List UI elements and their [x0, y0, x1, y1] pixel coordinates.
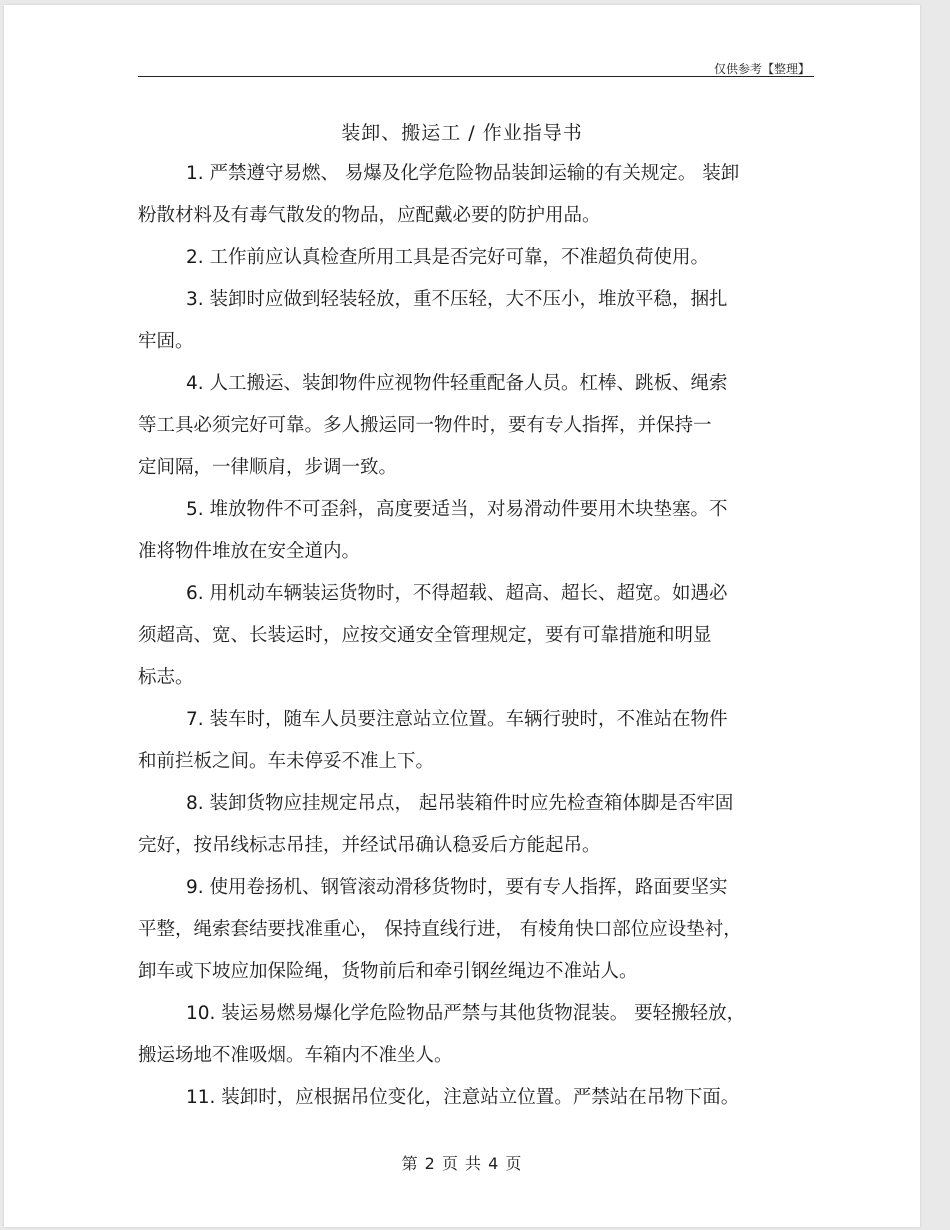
paragraph-line: 1. 严禁遵守易燃、 易爆及化学危险物品装卸运输的有关规定。 装卸	[186, 163, 740, 184]
paragraph-1	[138, 153, 818, 237]
paragraph-6	[138, 573, 818, 699]
paragraph-2	[138, 237, 818, 279]
paragraph-line: 搬运场地不准吸烟。车箱内不准坐人。	[138, 1045, 453, 1066]
paragraph-line: 和前拦板之间。车未停妥不准上下。	[138, 751, 435, 772]
paragraph-line: 8. 装卸货物应挂规定吊点， 起吊装箱件时应先检查箱体脚是否牢固	[186, 793, 734, 814]
paragraph-7	[138, 699, 818, 783]
paragraph-line: 须超高、宽、长装运时，应按交通安全管理规定，要有可靠措施和明显	[138, 625, 712, 646]
paragraph-line: 6. 用机动车辆装运货物时，不得超载、超高、超长、超宽。如遇必	[186, 583, 728, 604]
page-number: 第 2 页 共 4 页	[401, 1154, 523, 1173]
paragraph-line: 完好，按吊线标志吊挂，并经试吊确认稳妥后方能起吊。	[138, 835, 601, 856]
paragraph-line: 3. 装卸时应做到轻装轻放，重不压轻，大不压小，堆放平稳，捆扎	[186, 289, 728, 310]
paragraph-line: 2. 工作前应认真检查所用工具是否完好可靠，不准超负荷使用。	[186, 247, 710, 268]
paragraph-line: 定间隔，一律顺肩，步调一致。	[138, 457, 398, 478]
paragraph-11	[138, 1077, 818, 1119]
paragraph-line: 标志。	[138, 667, 194, 688]
paragraph-9	[138, 867, 818, 993]
paragraph-line: 平整，绳索套结要找准重心， 保持直线行进， 有棱角快口部位应设垫衬，	[138, 919, 742, 940]
header-divider	[138, 76, 814, 77]
paragraph-line: 粉散材料及有毒气散发的物品，应配戴必要的防护用品。	[138, 205, 601, 226]
paragraph-line: 牢固。	[138, 331, 194, 352]
paragraph-line: 7. 装车时，随车人员要注意站立位置。车辆行驶时，不准站在物件	[186, 709, 728, 730]
header-note: 仅供参考【整理】	[713, 62, 810, 76]
paragraph-line: 9. 使用卷扬机、钢管滚动滑移货物时，要有专人指挥，路面要坚实	[186, 877, 728, 898]
paragraph-5	[138, 489, 818, 573]
paragraph-10	[138, 993, 818, 1077]
paragraph-4	[138, 363, 818, 489]
document-title: 装卸、搬运工 / 作业指导书	[341, 122, 583, 144]
paragraph-line: 卸车或下坡应加保险绳，货物前后和牵引钢丝绳边不准站人。	[138, 961, 638, 982]
paragraph-3	[138, 279, 818, 363]
paragraph-line: 准将物件堆放在安全道内。	[138, 541, 361, 562]
paragraph-line: 10. 装运易燃易爆化学危险物品严禁与其他货物混装。 要轻搬轻放，	[186, 1003, 746, 1024]
paragraph-line: 11. 装卸时，应根据吊位变化，注意站立位置。严禁站在吊物下面。	[186, 1087, 740, 1108]
paragraph-line: 4. 人工搬运、装卸物件应视物件轻重配备人员。杠棒、跳板、绳索	[186, 373, 728, 394]
paragraph-line: 等工具必须完好可靠。多人搬运同一物件时，要有专人指挥，并保持一	[138, 415, 712, 436]
document-body	[138, 153, 818, 1119]
paragraph-line: 5. 堆放物件不可歪斜，高度要适当，对易滑动件要用木块垫塞。不	[186, 499, 728, 520]
document-page	[4, 5, 920, 1227]
paragraph-8	[138, 783, 818, 867]
